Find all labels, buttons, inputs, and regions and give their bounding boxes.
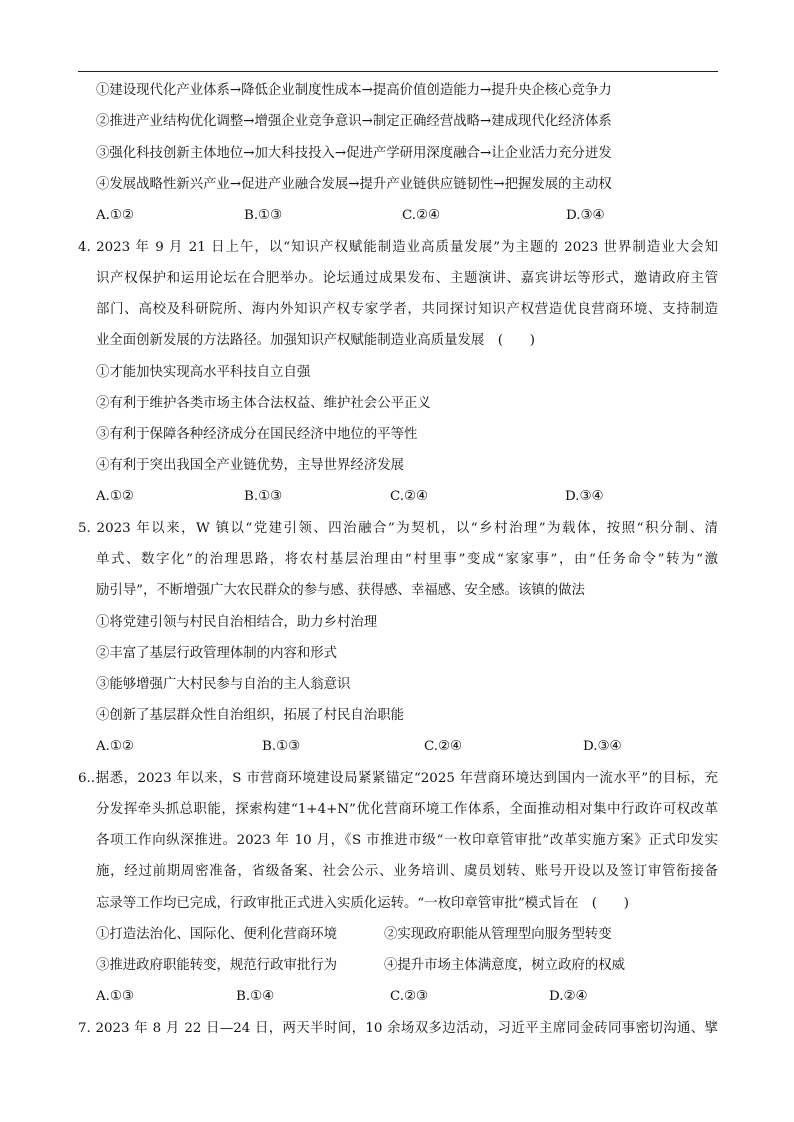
q5-item-2: ②丰富了基层行政管理体制的内容和形式 bbox=[96, 646, 338, 661]
q6-item-2: ②实现政府职能从管理型向服务型转变 bbox=[384, 927, 612, 942]
q4-stem-line-3: 部门、高校及科研院所、海内外知识产权专家学者，共同探讨知识产权营造优良营商环境、支持制造 bbox=[96, 302, 718, 317]
q4-option-c[interactable]: C.②④ bbox=[390, 489, 429, 504]
q6-option-a[interactable]: A.①③ bbox=[96, 989, 134, 1004]
q4-item-3: ③有利于保障各种经济成分在国民经济中地位的平等性 bbox=[96, 427, 418, 442]
q5-item-1: ①将党建引领与村民自治相结合，助力乡村治理 bbox=[96, 615, 378, 630]
q4-stem-line-1: 4. 2023 年 9 月 21 日上午，以“知识产权赋能制造业高质量发展”为主题的 2023 世界制造业大会知 bbox=[78, 240, 718, 255]
q6-option-d[interactable]: D.②④ bbox=[549, 989, 588, 1004]
q4-item-2: ②有利于维护各类市场主体合法权益、维护社会公平正义 bbox=[96, 396, 431, 411]
q5-item-4: ④创新了基层群众性自治组织，拓展了村民自治职能 bbox=[96, 708, 404, 723]
q5-stem-line-1: 5. 2023 年以来，W 镇以“党建引领、四治融合”为契机，以“乡村治理”为载体，按照“积分制、清 bbox=[78, 521, 718, 536]
q5-option-b[interactable]: B.①③ bbox=[262, 739, 301, 754]
q6-item-3: ③推进政府职能转变，规范行政审批行为 bbox=[96, 958, 338, 973]
q3-item-4: ④发展战略性新兴产业→促进产业融合发展→提升产业链供应链韧性→把握发展的主动权 bbox=[96, 177, 612, 192]
q5-option-c[interactable]: C.②④ bbox=[424, 739, 463, 754]
q4-option-a[interactable]: A.①② bbox=[96, 489, 134, 504]
q3-item-2: ②推进产业结构优化调整→增强企业竞争意识→制定正确经营战略→建成现代化经济体系 bbox=[96, 114, 612, 129]
q6-stem-line-5: 忘录等工作均已完成，行政审批正式进入实质化运转。“一枚印章管审批”模式旨在 ( ) bbox=[96, 896, 629, 911]
q4-stem-line-2: 识产权保护和运用论坛在合肥举办。论坛通过成果发布、主题演讲、嘉宾讲坛等形式，邀请政府主管 bbox=[96, 271, 718, 286]
q6-option-c[interactable]: C.②③ bbox=[390, 989, 429, 1004]
q6-item-4: ④提升市场主体满意度，树立政府的权威 bbox=[384, 958, 626, 973]
q3-option-b[interactable]: B.①③ bbox=[244, 208, 283, 223]
q4-option-d[interactable]: D.③④ bbox=[565, 489, 604, 504]
q5-stem-line-3: 励引导”，不断增强广大农民群众的参与感、获得感、幸福感、安全感。该镇的做法 bbox=[96, 583, 585, 598]
q6-stem-line-1: 6..据悉，2023 年以来，S 市营商环境建设局紧紧锚定“2025 年营商环境达到国内一流水平”的目标，充 bbox=[78, 771, 718, 786]
q3-item-1: ①建设现代化产业体系→降低企业制度性成本→提高价值创造能力→提升央企核心竞争力 bbox=[96, 83, 612, 98]
q3-item-3: ③强化科技创新主体地位→加大科技投入→促进产学研用深度融合→让企业活力充分迸发 bbox=[96, 146, 612, 161]
q5-stem-line-2: 单式、数字化”的治理思路，将农村基层治理由“村里事”变成“家家事”，由“任务命令”转为“激 bbox=[96, 552, 718, 567]
q4-item-4: ④有利于突出我国全产业链优势，主导世界经济发展 bbox=[96, 458, 404, 473]
q5-item-3: ③能够增强广大村民参与自治的主人翁意识 bbox=[96, 677, 351, 692]
q6-stem-line-2: 分发挥牵头抓总职能，探索构建“1+4+N”优化营商环境工作体系，全面推动相对集中行政许可权改革 bbox=[96, 802, 718, 817]
q7-stem-line-1: 7. 2023 年 8 月 22 日—24 日，两天半时间，10 余场双多边活动，习近平主席同金砖同事密切沟通、擘 bbox=[78, 1021, 718, 1036]
q4-item-1: ①才能加快实现高水平科技自立自强 bbox=[96, 365, 311, 380]
q6-item-1: ①打造法治化、国际化、便利化营商环境 bbox=[96, 927, 338, 942]
q3-option-d[interactable]: D.③④ bbox=[566, 208, 605, 223]
q5-option-d[interactable]: D.③④ bbox=[583, 739, 622, 754]
q6-stem-line-3: 各项工作向纵深推进。2023 年 10 月，《S 市推进市级“一枚印章管审批”改革实施方案》正式印发实 bbox=[96, 833, 718, 848]
header-rule bbox=[78, 71, 718, 72]
q3-option-c[interactable]: C.②④ bbox=[402, 208, 441, 223]
q5-option-a[interactable]: A.①② bbox=[96, 739, 134, 754]
q4-stem-line-4: 业全面创新发展的方法路径。加强知识产权赋能制造业高质量发展 ( ) bbox=[96, 333, 535, 348]
q3-option-a[interactable]: A.①② bbox=[96, 208, 134, 223]
q6-option-b[interactable]: B.①④ bbox=[236, 989, 275, 1004]
q6-stem-line-4: 施，经过前期周密准备，省级备案、社会公示、业务培训、虞员划转、账号开设以及签订审管衔接备 bbox=[96, 864, 718, 879]
q4-option-b[interactable]: B.①③ bbox=[244, 489, 283, 504]
